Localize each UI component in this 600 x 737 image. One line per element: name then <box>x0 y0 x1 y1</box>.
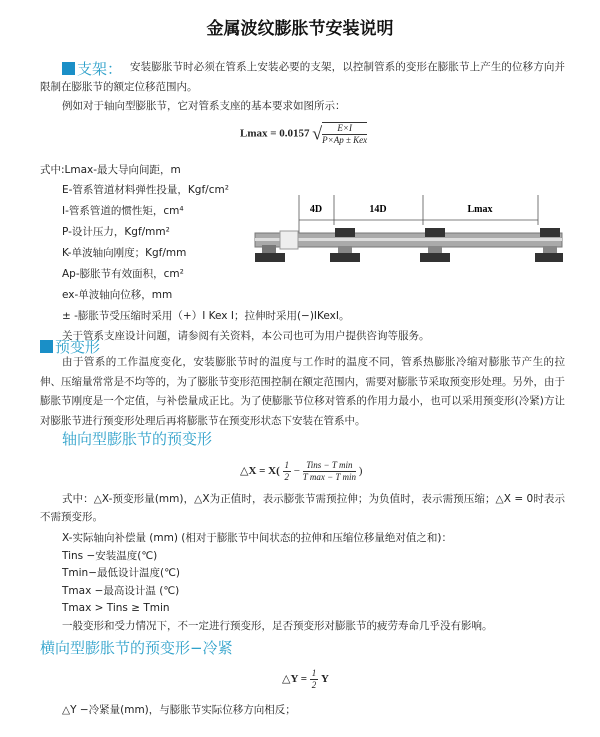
legend-line: ex-单波轴向位移，mm <box>62 289 173 301</box>
lateral-line: △Y −冷紧量(mm)，与膨胀节实际位移方向相反； <box>62 704 296 716</box>
support-heading: 支架： <box>62 58 122 79</box>
lateral-heading: 横向型膨胀节的预变形−冷紧 <box>40 639 233 657</box>
legend-line: Ap-膨胀节有效面积，cm² <box>62 268 184 280</box>
legend-line: 式中:Lmax-最大导向间距，m <box>40 164 181 176</box>
axial-heading: 轴向型膨胀节的预变形 <box>62 430 213 448</box>
legend-line: ± -膨胀节受压缩时采用（+）I Kex I；拉伸时采用(−)IKexI。 <box>62 310 350 322</box>
legend-line: E-管系管道材料弹性投量，Kgf/cm² <box>62 184 229 196</box>
axial-line: 一般变形和受力情况下，不一定进行预变形，足否预变形对膨胀节的疲劳寿命几乎没有影响。 <box>62 620 493 632</box>
predeform-heading: 预变形 <box>40 336 100 357</box>
page-title: 金属波纹膨胀节安装说明 <box>206 19 394 39</box>
dim-label-14d: 14D <box>369 204 387 215</box>
axial-line: Tmin−最低设计温度(℃) <box>62 567 180 579</box>
delta-x-formula: △X = X( $\frac{1}{2}$ − $\frac{\text{Tins − T min}}{\text{T max − T min}}$ ) <box>240 460 363 482</box>
bellows <box>280 231 298 249</box>
square-bullet-icon <box>40 340 53 353</box>
legend-line: 关于管系支座设计问题，请参阅有关资料，本公司也可为用户提供咨询等服务。 <box>62 330 430 342</box>
support-example: 例如对于轴向型膨胀节，它对管系支座的基本要求如图所示： <box>62 100 346 112</box>
dim-label-4d: 4D <box>309 204 323 215</box>
legend-line: I-管系管道的惯性矩，cm⁴ <box>62 205 184 217</box>
predeform-paragraph: 由于管系的工作温度变化，安装膨胀节时的温度与工作时的温度不同，管系热膨胀冷缩对膨胀节产生的拉伸、压缩量常常是不均等的，为了膨胀节变形范围控制在额定范围内，需要对膨胀节采取预变形处理。另外，由于膨胀节刚度是一个定值，与补偿量成正比。为了使膨胀节位移对管系的作用力最小，也可以采用预变形(冷紧)方让对膨胀节进行预变形处理后再将膨胀节在预变形状态下安装在管系中。 <box>40 356 565 427</box>
axial-line: Tmax > Tins ≥ Tmin <box>62 602 170 614</box>
axial-line: Tmax −最高设计温 (℃) <box>62 585 180 597</box>
lmax-formula: Lmax = 0.0157 √ $\frac{E\times I}{\text{P×Ap ± Kex}}$ <box>240 123 368 145</box>
delta-y-formula: △Y = $\frac{1}{2}$ Y <box>282 668 329 690</box>
support-intro: 安装膨胀节时必须在管系上安装必要的支架，以控制管系的变形在膨胀节上产生的位移方向并限制在膨胀节的额定位移范围内。 <box>40 61 565 93</box>
legend-line: P-设计压力，Kgf/mm² <box>62 226 170 238</box>
axial-line: X-实际轴向补偿量 (mm) (相对于膨胀节中间状态的拉伸和压缩位移量绝对值之和)： <box>62 532 452 544</box>
dim-label-lmax: Lmax <box>467 204 493 215</box>
pipe-support-diagram <box>250 195 565 265</box>
axial-line: Tins −安装温度(℃) <box>62 550 158 562</box>
axial-paragraph: 式中：△X-预变形量(mm)，△X为正值时，表示膨张节需预拉伸；为负值时，表示需预压缩；△X = 0时表示不需预变形。 <box>40 493 565 523</box>
legend-line: K-单波轴向刚度；Kgf/mm <box>62 247 187 259</box>
